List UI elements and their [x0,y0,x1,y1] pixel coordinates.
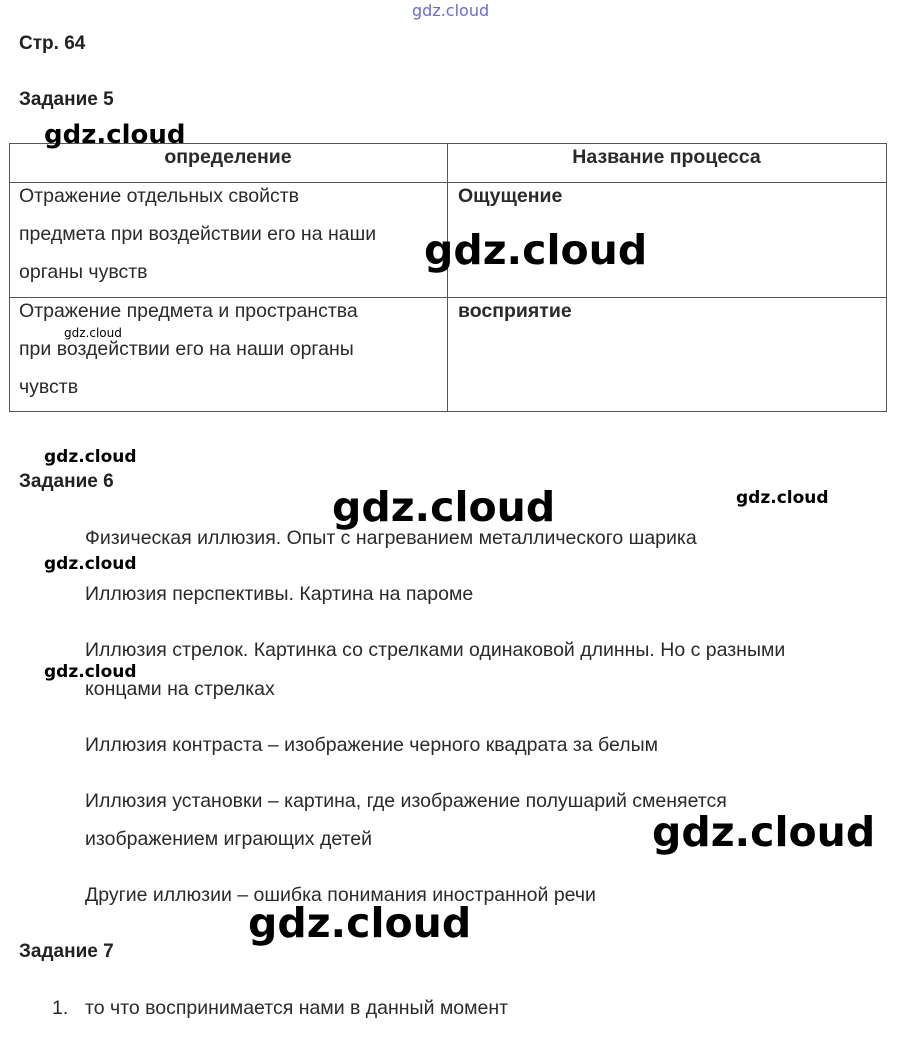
task7-item-text: то что воспринимается нами в данный момент [85,997,509,1019]
task6-item-setup-line2: изображением играющих детей [85,828,372,850]
table-row1-definition-line2: предмета при воздействии его на наши [19,223,377,245]
task6-item-arrows-line1: Иллюзия стрелок. Картинка со стрелками одинаковой длинны. Но с разными [85,639,786,661]
task7-item-number: 1. [52,997,69,1019]
watermark: gdz.cloud [44,447,137,467]
watermark: gdz.cloud [44,554,137,574]
table-row2-definition-line2: при воздействии его на наши органы [19,338,354,360]
table-header-process: Название процесса [572,146,761,168]
table-row2-definition-line3: чувств [19,376,79,398]
watermark: gdz.cloud [736,488,829,508]
task6-item-physical: Физическая иллюзия. Опыт с нагреванием металлического шарика [85,527,697,549]
table-border-bottom [9,411,887,412]
watermark: gdz.cloud [248,899,472,947]
task6-item-perspective: Иллюзия перспективы. Картина на пароме [85,583,474,605]
table-row1-definition-line3: органы чувств [19,261,148,283]
table-row2-process: восприятие [458,300,572,322]
table-border-left [9,143,10,412]
table-row1-definition-line1: Отражение отдельных свойств [19,185,300,207]
watermark: gdz.cloud [424,226,648,274]
table-border-mid [447,143,448,412]
watermark: gdz.cloud [64,326,122,340]
table-row1-process: Ощущение [458,185,563,207]
watermark: gdz.cloud [44,662,137,682]
task5-title: Задание 5 [19,89,114,110]
watermark: gdz.cloud [652,808,876,856]
task6-title: Задание 6 [19,471,114,492]
task6-item-arrows-line2: концами на стрелках [85,678,275,700]
table-row2-definition-line1: Отражение предмета и пространства [19,300,358,322]
task7-title: Задание 7 [19,941,114,962]
page-label: Стр. 64 [19,33,86,54]
table-header-definition: определение [164,146,292,168]
watermark: gdz.cloud [332,483,556,531]
task6-item-setup-line1: Иллюзия установки – картина, где изображение полушарий сменяется [85,790,727,812]
task6-item-contrast: Иллюзия контраста – изображение черного квадрата за белым [85,734,659,756]
table-border-right [886,143,887,412]
watermark-top: gdz.cloud [412,1,490,20]
task6-item-other: Другие иллюзии – ошибка понимания иностранной речи [85,884,596,906]
watermark: gdz.cloud [44,120,186,150]
